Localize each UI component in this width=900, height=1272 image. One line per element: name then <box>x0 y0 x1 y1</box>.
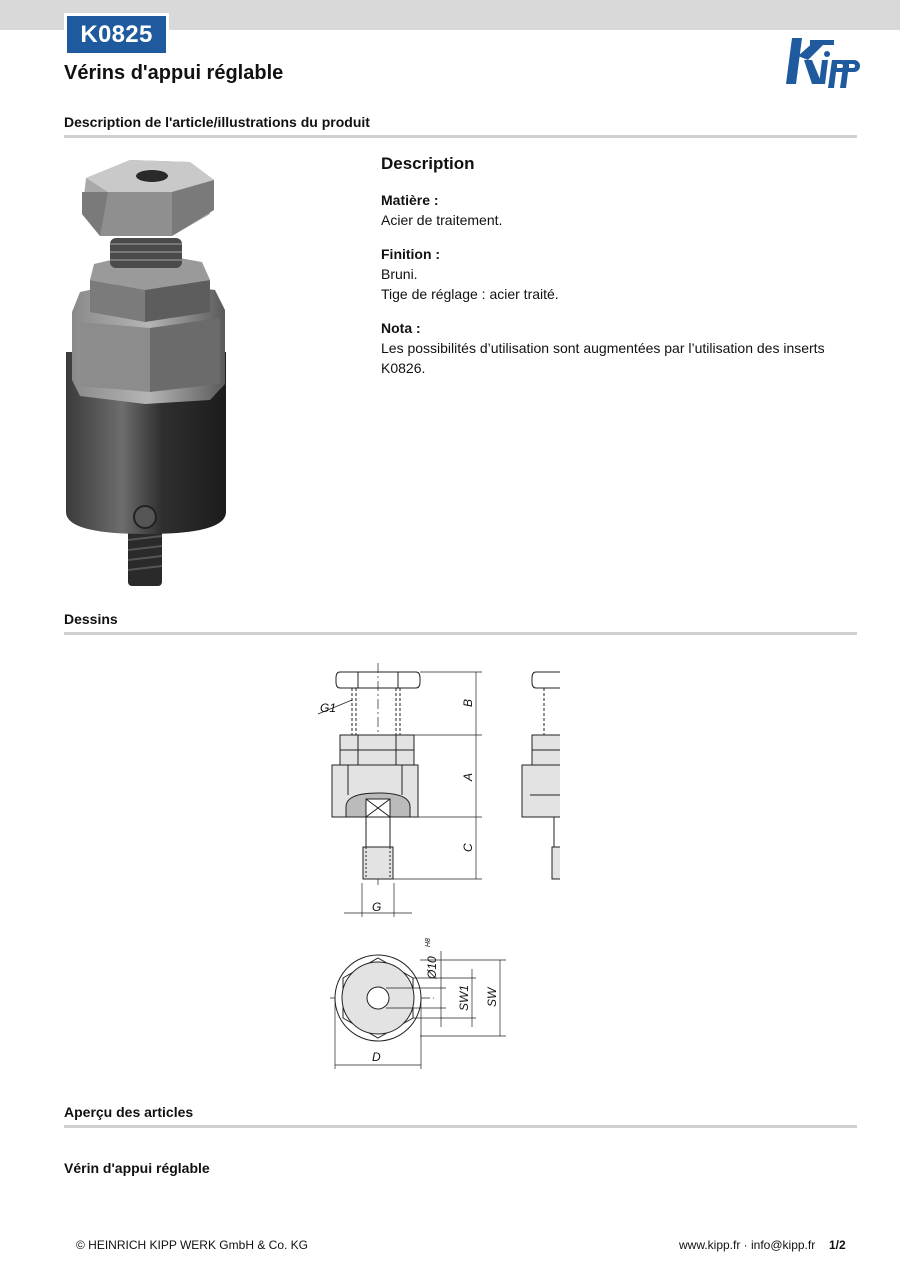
material-block <box>381 190 861 230</box>
section-divider <box>64 1125 857 1128</box>
finish-block <box>381 244 861 304</box>
section-divider <box>64 632 857 635</box>
label-a: A <box>461 772 475 781</box>
label-bore: Ø10 <box>425 956 439 979</box>
technical-drawing <box>300 655 560 1075</box>
material-value: Acier de traitement. <box>381 212 503 228</box>
label-b: B <box>461 698 475 707</box>
description-title: Description <box>381 154 475 173</box>
article-code: K0825 <box>67 16 166 53</box>
section-heading-drawings: Dessins <box>64 611 118 627</box>
article-code-badge <box>64 13 169 56</box>
description-panel <box>381 152 861 392</box>
section-heading-description: Description de l'article/illustrations du produit <box>64 114 370 130</box>
material-label: Matière : <box>381 192 439 208</box>
section-divider <box>64 135 857 138</box>
footer-copyright: © HEINRICH KIPP WERK GmbH & Co. KG <box>76 1238 308 1252</box>
finish-label: Finition : <box>381 246 441 262</box>
footer-contact[interactable]: www.kipp.fr · info@kipp.fr <box>679 1238 816 1252</box>
page-title: Vérins d'appui réglable <box>64 62 284 84</box>
kipp-logo[interactable] <box>782 36 860 92</box>
section-heading-articles: Aperçu des articles <box>64 1104 194 1120</box>
note-value: Les possibilités d’utilisation sont augmentées par l’utilisation des inserts K0826. <box>381 340 825 376</box>
label-g: G <box>372 900 382 914</box>
label-d: D <box>372 1050 381 1064</box>
footer-page-number: 1/2 <box>829 1238 846 1252</box>
article-name: Vérin d'appui réglable <box>64 1160 210 1176</box>
finish-line-2: Tige de réglage : acier traité. <box>381 286 559 302</box>
note-label: Nota : <box>381 320 421 336</box>
label-sw1: SW1 <box>457 984 471 1011</box>
product-photo <box>60 152 230 592</box>
label-g1: G1 <box>320 701 337 715</box>
note-block <box>381 318 861 378</box>
label-bore-tolerance: H8 <box>425 938 432 947</box>
finish-line-1: Bruni. <box>381 266 418 282</box>
label-sw: SW <box>485 987 499 1007</box>
label-c: C <box>461 843 475 852</box>
